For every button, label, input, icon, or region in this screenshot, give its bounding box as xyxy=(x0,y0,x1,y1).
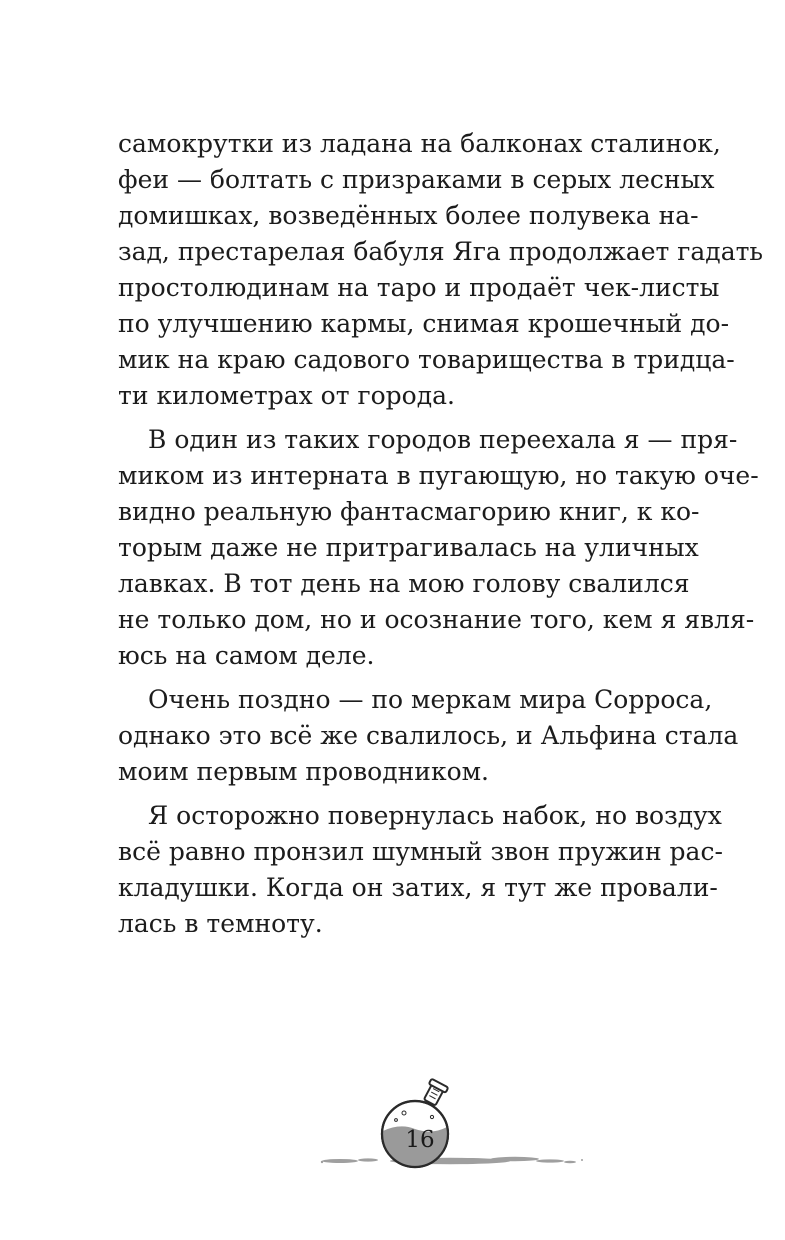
page-number-ornament xyxy=(300,1075,590,1185)
text-line: моим первым проводником. xyxy=(118,757,490,786)
text-line: не только дом, но и осознание того, кем я явля- xyxy=(118,605,755,634)
paragraph-1 xyxy=(118,126,764,414)
paragraph-2 xyxy=(118,422,759,674)
text-line: простолюдинам на таро и продаёт чек-листы xyxy=(118,273,720,302)
text-line: лась в темноту. xyxy=(118,909,323,938)
text-line: В один из таких городов переехала я — пря- xyxy=(148,425,738,454)
text-line: Очень поздно — по меркам мира Сорроса, xyxy=(148,685,713,714)
text-line: домишках, возведённых более полувека на- xyxy=(118,201,699,230)
body-text xyxy=(118,126,764,942)
text-line: торым даже не притрагивалась на уличных xyxy=(118,533,699,562)
text-line: зад, престарелая бабуля Яга продолжает гадать xyxy=(118,237,764,266)
text-line: самокрутки из ладана на балконах сталинок, xyxy=(118,129,721,158)
paragraph-3 xyxy=(118,682,739,790)
potion-flask-icon xyxy=(300,1075,590,1185)
text-line: всё равно пронзил шумный звон пружин рас- xyxy=(118,837,723,866)
text-line: кладушки. Когда он затих, я тут же провали- xyxy=(118,873,718,902)
paragraph-4 xyxy=(118,798,723,942)
text-line: юсь на самом деле. xyxy=(118,641,375,670)
page-number: 16 xyxy=(405,1127,435,1153)
text-line: лавках. В тот день на мою голову свалился xyxy=(118,569,690,598)
text-line: феи — болтать с призраками в серых лесных xyxy=(118,165,715,194)
text-line: мик на краю садового товарищества в тридца- xyxy=(118,345,735,374)
text-line: миком из интерната в пугающую, но такую оче- xyxy=(118,461,759,490)
text-line: ти километрах от города. xyxy=(118,381,455,410)
text-line: видно реальную фантасмагорию книг, к ко- xyxy=(118,497,700,526)
text-line: однако это всё же свалилось, и Альфина стала xyxy=(118,721,739,750)
text-line: по улучшению кармы, снимая крошечный до- xyxy=(118,309,730,338)
text-line: Я осторожно повернулась набок, но воздух xyxy=(148,801,722,830)
